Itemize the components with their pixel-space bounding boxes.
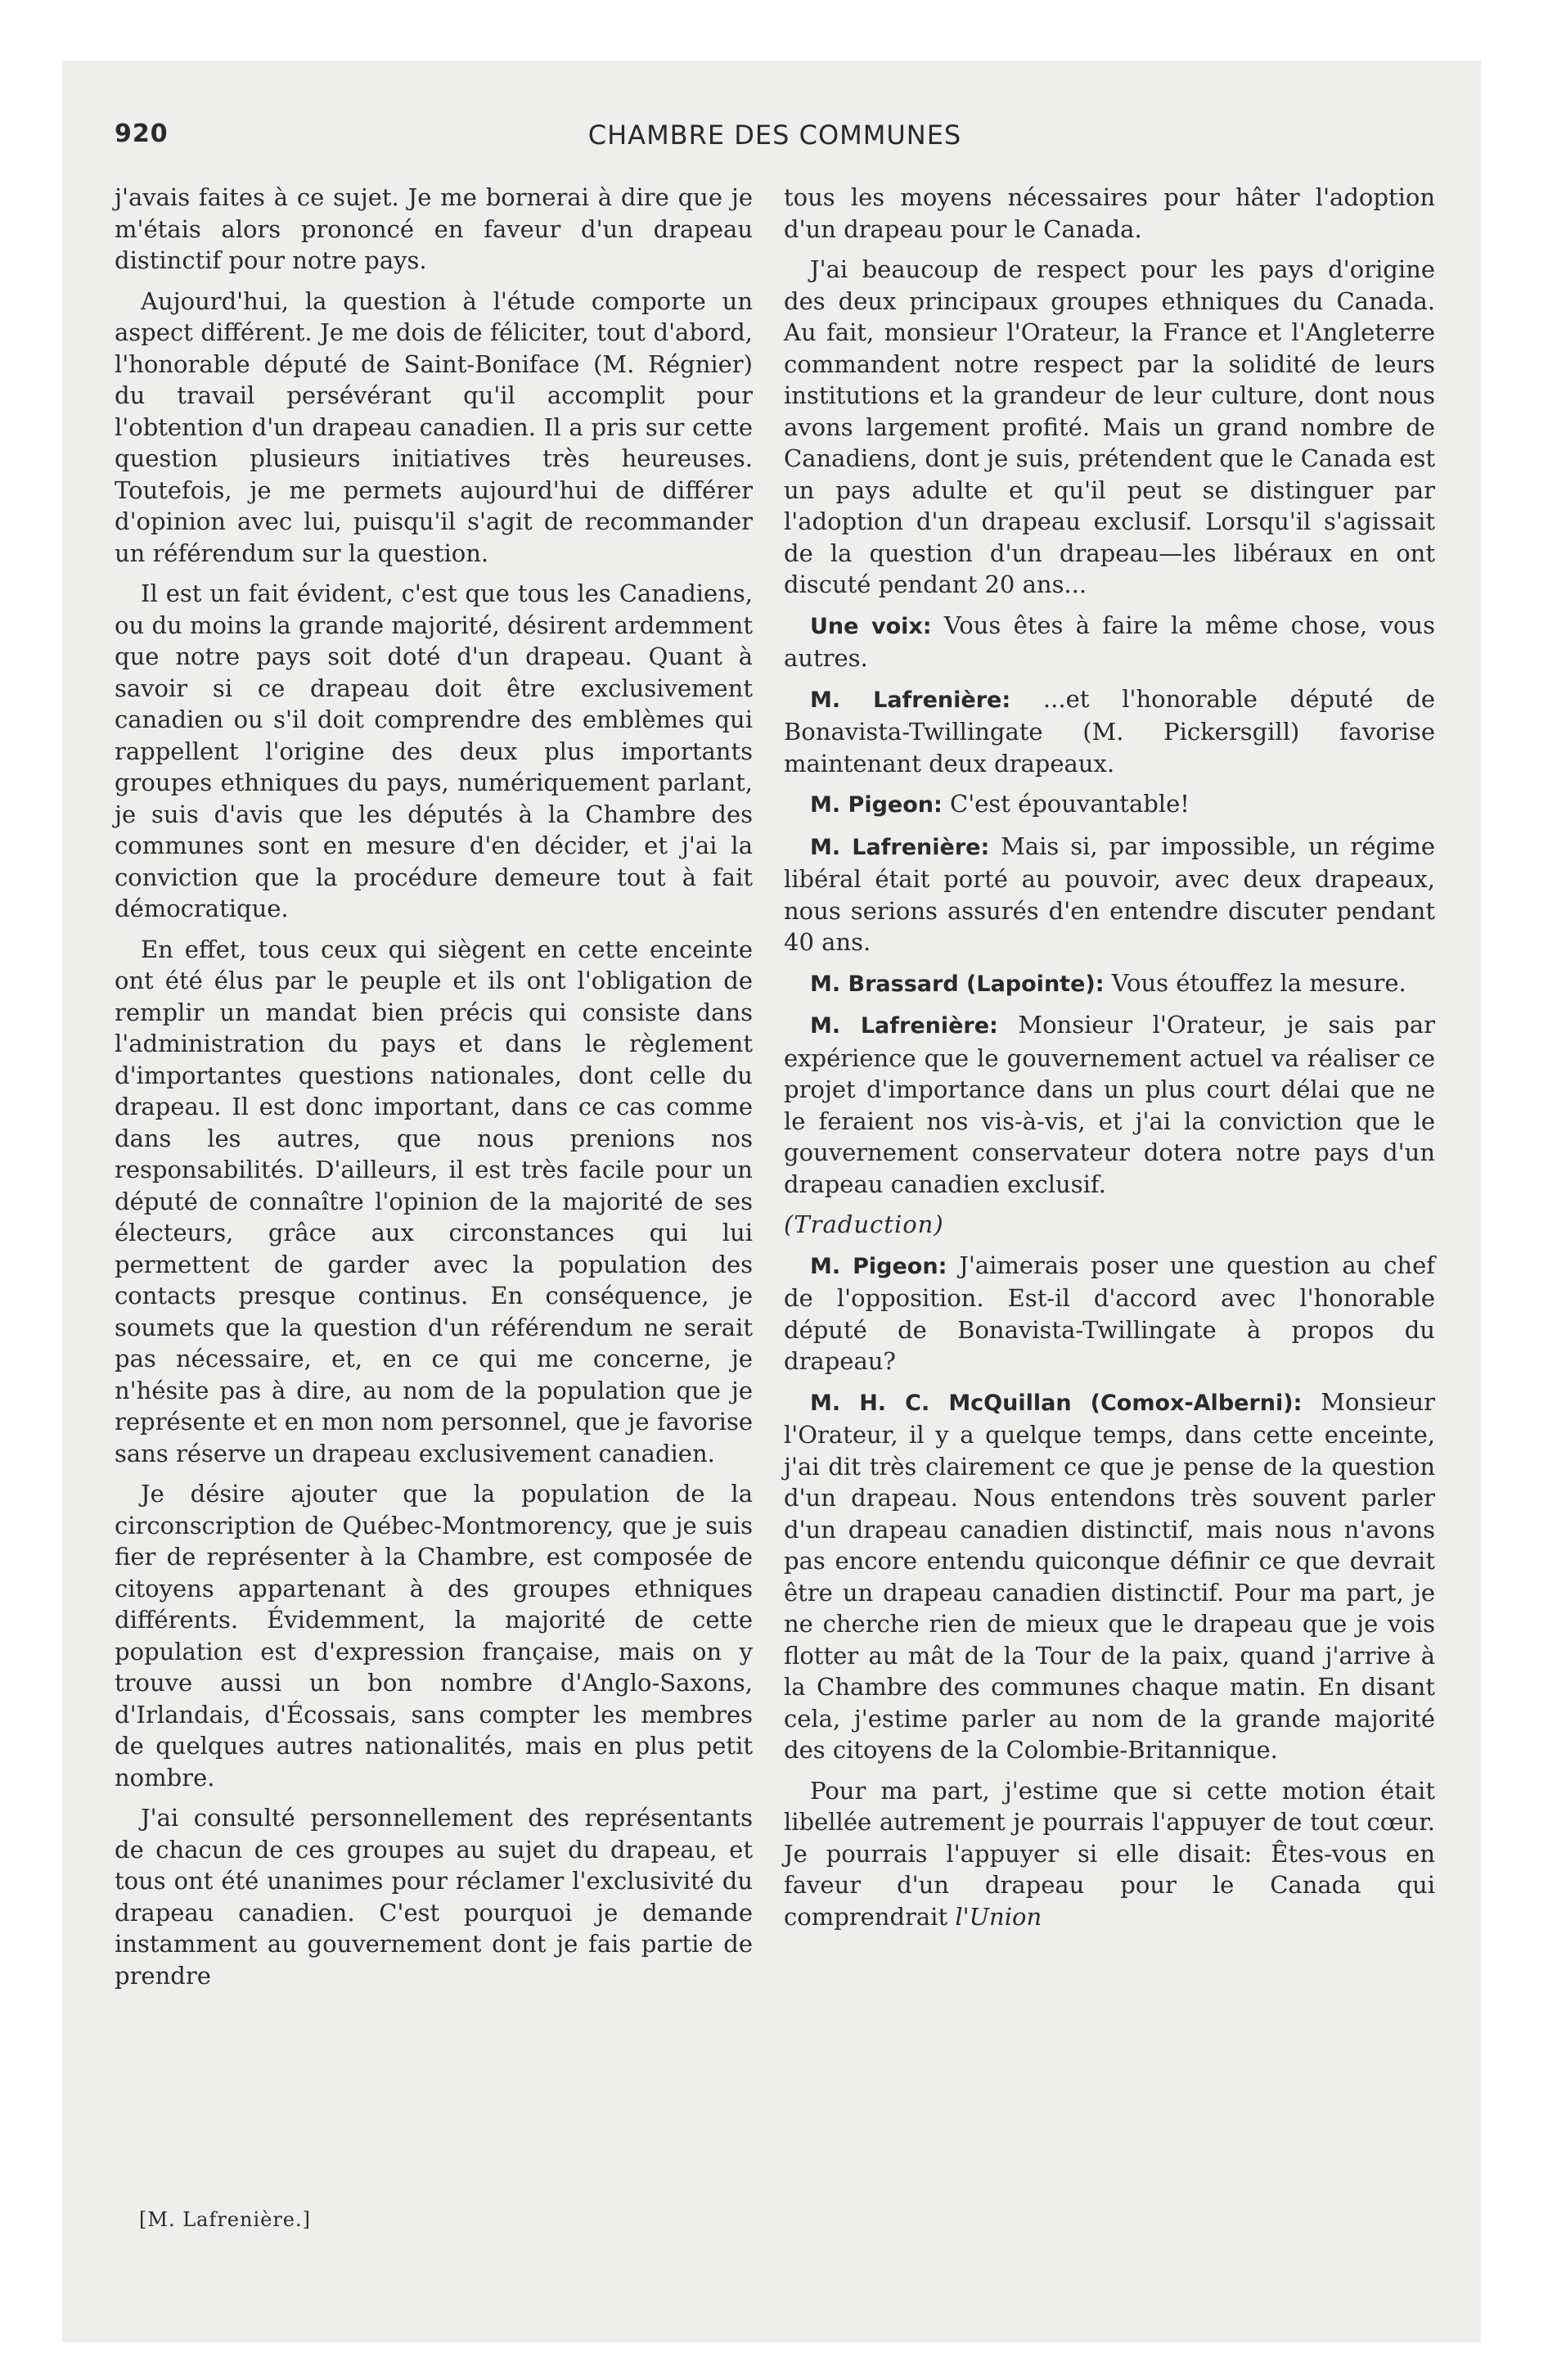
speech-text: Vous étouffez la mesure. bbox=[1104, 968, 1406, 997]
paragraph-text: Pour ma part, j'estime que si cette motion était libellée autrement je pourrais l'appuyer de tout cœur. Je pourrais l'appuyer si elle disait: Êtes-vous en faveur d'un drapeau pour le Canada qui comprendrait bbox=[784, 1776, 1435, 1931]
paragraph: En effet, tous ceux qui siègent en cette enceinte ont été élus par le peuple et ils ont l'obligation de remplir un mandat bien précis qui consiste dans l'administration du pays et dans le règlement d'importantes questions nationales, dont celle du drapeau. Il est donc important, dans ce cas comme dans les autres, que nous prenions nos responsabilités. D'ailleurs, il est très facile pour un député de connaître l'opinion de la majorité de ses électeurs, grâce aux circonstances qui lui permettent de garder avec la population des contacts presque continus. En conséquence, je soumets que la question d'un référendum ne serait pas nécessaire, et, en ce qui me concerne, je n'hésite pas à dire, au nom de la population que je représente et en mon nom personnel, que je favorise sans réserve un drapeau exclusivement canadien. bbox=[115, 935, 753, 1467]
paragraph bbox=[784, 1775, 1435, 1933]
speech-text: J'aimerais poser une question au chef de l'opposition. Est-il d'accord avec l'honorable député de Bonavista-Twillingate à propos du drapeau? bbox=[784, 1251, 1435, 1375]
speaker-name: M. Lafrenière: bbox=[810, 687, 1011, 713]
speech-text: ...et l'honorable député de Bonavista-Twillingate (M. Pickersgill) favorise maintenant deux drapeaux. bbox=[784, 684, 1435, 778]
speech bbox=[784, 1386, 1435, 1766]
paragraph: j'avais faites à ce sujet. Je me bornerai à dire que je m'étais alors prononcé en faveur d'un drapeau distinctif pour notre pays. bbox=[115, 183, 753, 274]
speech-text: Vous êtes à faire la même chose, vous autres. bbox=[784, 611, 1435, 672]
paragraph: Je désire ajouter que la population de la circonscription de Québec-Montmorency, que je suis fier de représenter à la Chambre, est composée de citoyens appartenant à des groupes ethniques différents. Évidemment, la majorité de cette population est d'expression française, mais on y trouve aussi un bon nombre d'Anglo-Saxons, d'Irlandais, d'Écossais, sans compter les membres de quelques autres nationalités, mais en plus petit nombre. bbox=[115, 1480, 753, 1792]
speech bbox=[784, 967, 1435, 1001]
paragraph: tous les moyens nécessaires pour hâter l'adoption d'un drapeau pour le Canada. bbox=[784, 183, 1435, 243]
paragraph: Il est un fait évident, c'est que tous les Canadiens, ou du moins la grande majorité, désirent ardemment que notre pays soit doté d'un drapeau. Quant à savoir si ce drapeau doit être exclusivement canadien ou s'il doit comprendre des emblèmes qui rappellent l'origine des deux plus importants groupes ethniques du pays, numériquement parlant, je suis d'avis que les députés à la Chambre des communes sont en mesure d'en décider, et j'ai la conviction que la procédure demeure tout à fait démocratique. bbox=[115, 579, 753, 922]
speech bbox=[784, 1009, 1435, 1200]
page-header bbox=[115, 119, 1435, 157]
speech bbox=[784, 683, 1435, 780]
speech bbox=[784, 610, 1435, 674]
speech bbox=[784, 831, 1435, 958]
right-column bbox=[784, 182, 1435, 1941]
left-column bbox=[115, 182, 753, 2000]
speaker-name: M. Pigeon: bbox=[810, 792, 943, 818]
paragraph: J'ai beaucoup de respect pour les pays d'origine des deux principaux groupes ethniques du Canada. Au fait, monsieur l'Orateur, la France et l'Angleterre commandent notre respect par la solidité de leurs institutions et la grandeur de leur culture, dont nous avons largement profité. Mais un grand nombre de Canadiens, dont je suis, prétendent que le Canada est un pays adulte et qu'il peut se distinguer par l'adoption d'un drapeau exclusif. Lorsqu'il s'agissait de la question d'un drapeau—les libéraux en ont discuté pendant 20 ans... bbox=[784, 255, 1435, 598]
speech-text: Monsieur l'Orateur, je sais par expérience que le gouvernement actuel va réaliser ce projet d'importance dans un plus court délai que ne le feraient nos vis-à-vis, et j'ai la conviction que le gouvernement conservateur dotera notre pays d'un drapeau canadien exclusif. bbox=[784, 1011, 1435, 1198]
italic-text: l'Union bbox=[955, 1902, 1042, 1931]
speech bbox=[784, 1250, 1435, 1377]
speech-text: C'est épouvantable! bbox=[942, 790, 1190, 818]
speech-text: Mais si, par impossible, un régime libéral était porté au pouvoir, avec deux drapeaux, nous serions assurés d'en entendre discuter pendant 40 ans. bbox=[784, 832, 1435, 956]
running-title: CHAMBRE DES COMMUNES bbox=[587, 119, 962, 151]
translation-heading: (Traduction) bbox=[784, 1210, 944, 1238]
speaker-name: M. Brassard (Lapointe): bbox=[810, 971, 1105, 997]
paragraph: J'ai consulté personnellement des représentants de chacun de ces groupes au sujet du drapeau, et tous ont été unanimes pour réclamer l'exclusivité du drapeau canadien. C'est pourquoi je demande instamment au gouvernement dont je fais partie de prendre bbox=[115, 1804, 753, 1990]
speaker-name: Une voix: bbox=[810, 613, 932, 639]
paragraph: Aujourd'hui, la question à l'étude comporte un aspect différent. Je me dois de féliciter, tout d'abord, l'honorable député de Saint-Boniface (M. Régnier) du travail persévérant qu'il accomplit pour l'obtention d'un drapeau canadien. Il a pris sur cette question plusieurs initiatives très heureuses. Toutefois, je me permets aujourd'hui de différer d'opinion avec lui, puisqu'il s'agit de recommander un référendum sur la question. bbox=[115, 286, 753, 567]
footer-speaker-note: [M. Lafrenière.] bbox=[139, 2208, 312, 2231]
speaker-name: M. Lafrenière: bbox=[810, 1013, 998, 1039]
speaker-name: M. Pigeon: bbox=[810, 1253, 947, 1279]
speech-text: Monsieur l'Orateur, il y a quelque temps, dans cette enceinte, j'ai dit très clairement ce que je pense de la question d'un drapeau. Nous entendons très souvent parler d'un drapeau canadien distinctif, mais nous n'avons pas encore entendu quiconque définir ce que devrait être un drapeau canadien distinctif. Pour ma part, je ne cherche rien de mieux que le drapeau que je vois flotter au mât de la Tour de la paix, quand j'arrive à la Chambre des communes chaque matin. En disant cela, j'estime parler au nom de la grande majorité des citoyens de la Colombie-Britannique. bbox=[784, 1387, 1435, 1764]
page-number: 920 bbox=[115, 119, 169, 148]
speech bbox=[784, 788, 1435, 822]
speaker-name: M. Lafrenière: bbox=[810, 834, 990, 860]
speaker-name: M. H. C. McQuillan (Comox-Alberni): bbox=[810, 1390, 1303, 1416]
